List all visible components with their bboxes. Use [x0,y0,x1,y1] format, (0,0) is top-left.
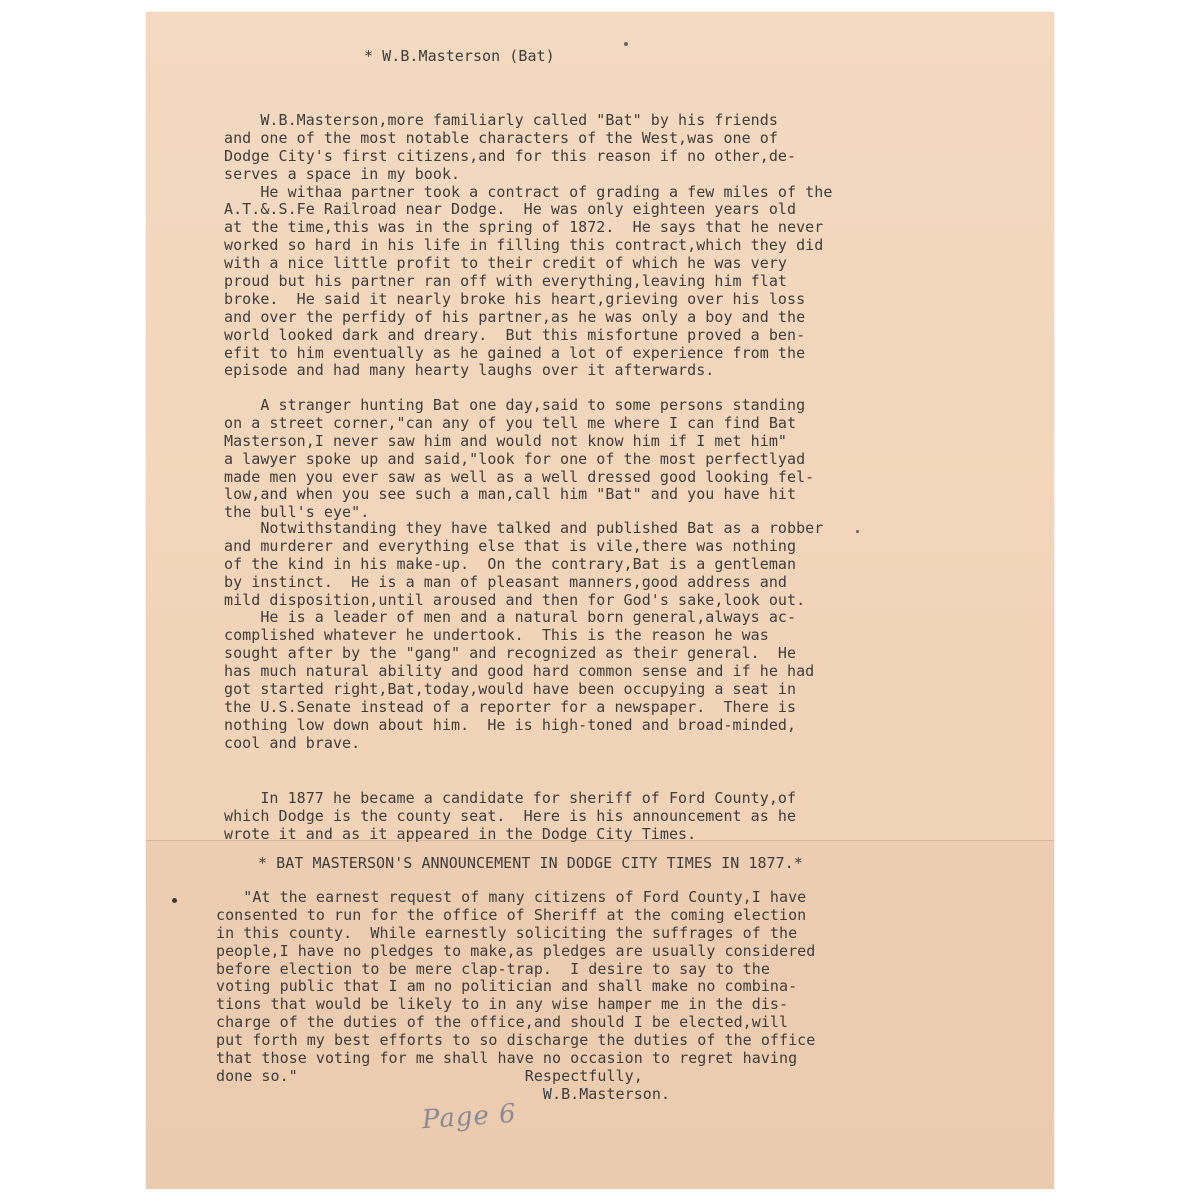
text-line: the bull's eye". [224,503,370,522]
text-line: on a street corner,"can any of you tell me where I can find Bat [224,413,797,432]
text-line: of the kind in his make-up. On the contrary,Bat is a gentleman [224,554,797,573]
text-line: tions that would be likely to in any wise hamper me in the dis- [216,995,789,1014]
paragraph-3 [224,520,823,753]
text-line: A.T.&.S.Fe Railroad near Dodge. He was only eighteen years old [224,200,797,219]
text-line: consented to run for the office of Sheriff at the coming election [216,905,807,924]
text-line: the U.S.Senate instead of a reporter for a newspaper. There is [224,697,797,716]
text-line: Masterson,I never saw him and would not know him if I met him" [224,431,788,450]
text-line: charge of the duties of the office,and should I be elected,will [216,1013,789,1032]
text-line: In 1877 he became a candidate for sheriff of Ford County,of [224,789,797,807]
text-line: in this county. While earnestly soliciting the suffrages of the [216,923,798,942]
text-line: He is a leader of men and a natural born general,always ac- [224,608,797,627]
text-line: A stranger hunting Bat one day,said to some persons standing [224,396,806,414]
text-line: a lawyer spoke up and said,"look for one of the most perfectlyad [224,449,806,468]
text-line: serves a space in my book. [224,164,461,183]
text-line: that those voting for me shall have no occasion to regret having [216,1049,798,1068]
text-line: made men you ever saw as well as a well dressed good looking fel- [224,467,815,486]
text-line: by instinct. He is a man of pleasant manners,good address and [224,572,788,591]
page-title: * W.B.Masterson (Bat) [364,47,555,65]
text-line: mild disposition,until aroused and then for God's sake,look out. [224,590,806,609]
paragraph-2 [224,397,814,522]
text-line: efit to him eventually as he gained a lot of experience from the [224,343,806,362]
announcement-heading: * BAT MASTERSON'S ANNOUNCEMENT IN DODGE CITY TIMES IN 1877.* [258,854,803,872]
text-line: and murderer and everything else that is vile,there was nothing [224,536,797,555]
text-line: sought after by the "gang" and recognized as their general. He [224,644,797,663]
announcement-text [216,889,815,1104]
text-line: at the time,this was in the spring of 1872. He says that he never [224,218,824,237]
text-line: done so." Respectfully, [216,1066,643,1085]
text-line: got started right,Bat,today,would have been occupying a seat in [224,680,797,699]
text-line: W.B.Masterson,more familiarly called "Bat" by his friends [224,111,778,129]
typed-text [146,12,1054,1188]
paragraph-4 [224,790,796,844]
text-line: world looked dark and dreary. But this misfortune proved a ben- [224,325,806,344]
text-line: nothing low down about him. He is high-toned and broad-minded, [224,715,797,734]
text-line: W.B.Masterson. [216,1084,671,1103]
text-line: put forth my best efforts to so discharge the duties of the office [216,1031,816,1050]
text-line: episode and had many hearty laughs over it afterwards. [224,361,715,380]
handwritten-page-number: Page 6 [421,1098,518,1136]
document-page [146,12,1054,1188]
text-line: people,I have no pledges to make,as pledges are usually considered [216,941,816,960]
text-line: Dodge City's first citizens,and for this reason if no other,de- [224,146,797,165]
text-line: which Dodge is the county seat. Here is his announcement as he [224,806,797,825]
paragraph-1 [224,112,832,380]
text-line: He withaa partner took a contract of grading a few miles of the [224,182,833,201]
text-line: with a nice little profit to their credit of which he was very [224,254,788,273]
text-line: and one of the most notable characters of the West,was one of [224,128,778,147]
text-line: "At the earnest request of many citizens of Ford County,I have [216,888,807,906]
text-line: Notwithstanding they have talked and published Bat as a robber [224,519,824,537]
text-line: has much natural ability and good hard common sense and if he had [224,662,815,681]
text-line: complished whatever he undertook. This is the reason he was [224,626,769,645]
text-line: cool and brave. [224,733,361,752]
text-line: before election to be mere clap-trap. I desire to say to the [216,959,770,978]
text-line: and over the perfidy of his partner,as he was only a boy and the [224,307,806,326]
text-line: proud but his partner ran off with everything,leaving him flat [224,272,788,291]
text-line: wrote it and as it appeared in the Dodge City Times. [224,824,697,843]
text-line: low,and when you see such a man,call him "Bat" and you have hit [224,485,797,504]
text-line: worked so hard in his life in filling this contract,which they did [224,236,824,255]
text-line: broke. He said it nearly broke his heart,grieving over his loss [224,289,806,308]
text-line: voting public that I am no politician and shall make no combina- [216,977,798,996]
